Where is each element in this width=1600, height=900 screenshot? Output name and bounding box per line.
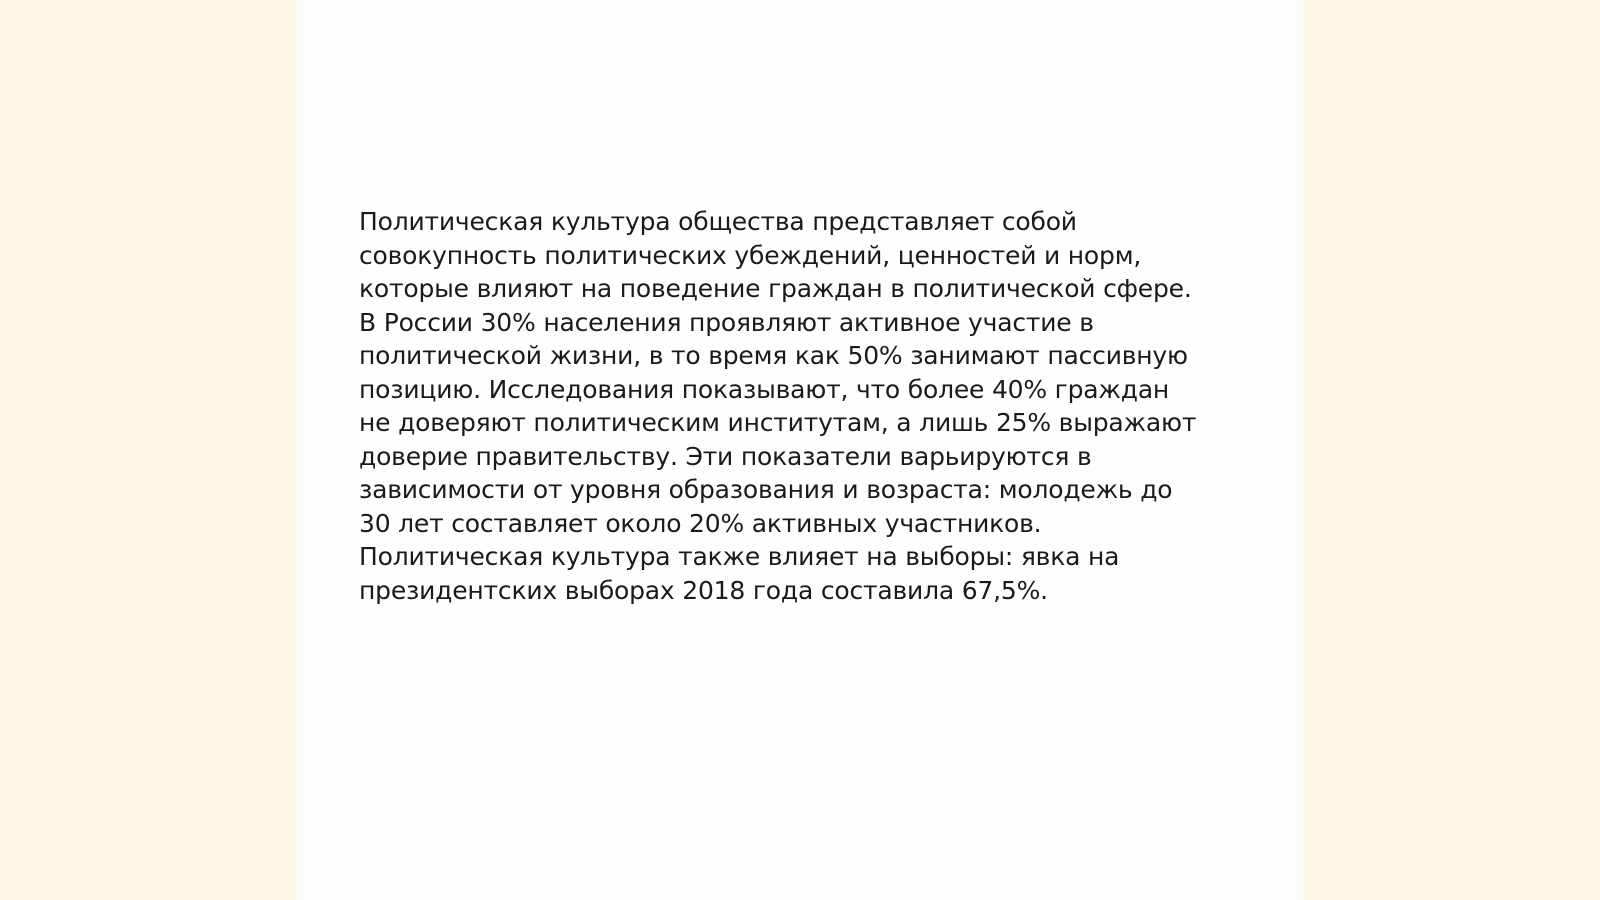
body-paragraph <box>359 205 1259 607</box>
text-line: позицию. Исследования показывают, что более 40% граждан <box>359 374 1170 404</box>
text-line: доверие правительству. Эти показатели варьируются в <box>359 441 1092 471</box>
text-line: политической жизни, в то время как 50% занимают пассивную <box>359 341 1188 370</box>
text-line: 30 лет составляет около 20% активных участников. <box>359 508 1042 538</box>
text-line: Политическая культура общества представляет собой <box>359 207 1077 236</box>
text-line: Политическая культура также влияет на выборы: явка на <box>359 542 1120 571</box>
text-line: В России 30% населения проявляют активное участие в <box>359 307 1094 337</box>
right-margin-panel <box>1304 0 1600 900</box>
text-line: совокупность политических убеждений, ценностей и норм, <box>359 240 1142 270</box>
text-line: не доверяют политическим институтам, а лишь 25% выражают <box>359 408 1197 437</box>
text-line: которые влияют на поведение граждан в политической сфере. <box>359 274 1192 303</box>
text-line: президентских выборах 2018 года составила 67,5%. <box>359 575 1048 605</box>
left-margin-panel <box>0 0 296 900</box>
text-line: зависимости от уровня образования и возраста: молодежь до <box>359 475 1173 504</box>
